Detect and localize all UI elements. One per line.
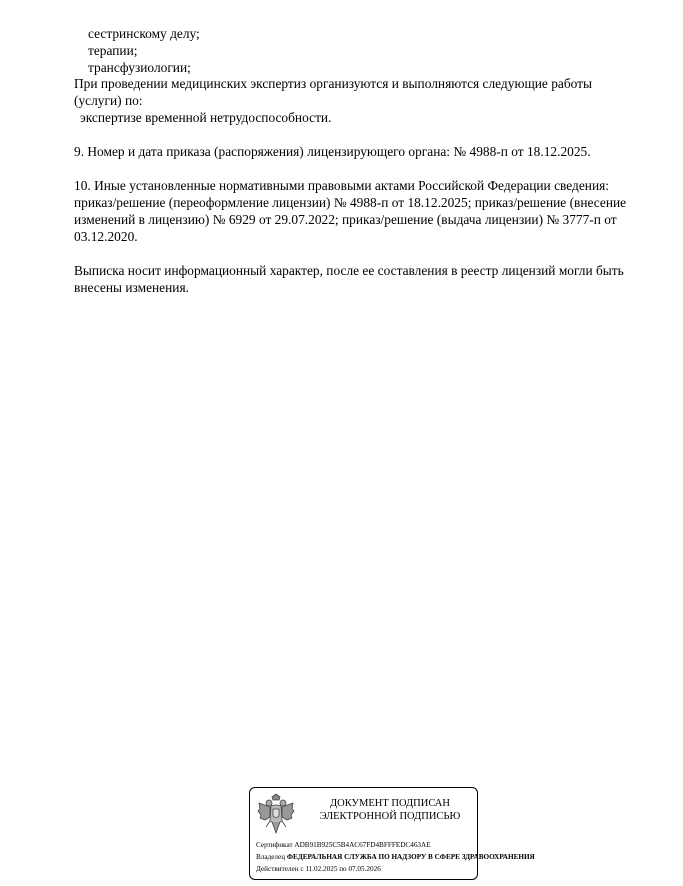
section-10-line1: 10. Иные установленные нормативными правовыми актами Российской Федерации сведения:: [74, 178, 609, 193]
certificate-value: ADB91B925C5B4AC67FD4BFFFEDC463AE: [294, 841, 431, 849]
section-10-line4: 03.12.2020.: [74, 229, 138, 244]
stamp-title-line2: ЭЛЕКТРОННОЙ ПОДПИСЬЮ: [319, 811, 461, 822]
section-10-line3: изменений в лицензию) № 6929 от 29.07.2022; приказ/решение (выдача лицензии) № 3777-п от: [74, 212, 617, 227]
list-item: трансфузиологии;: [88, 60, 191, 75]
stamp-title-line1: ДОКУМЕНТ ПОДПИСАН: [330, 798, 450, 809]
stamp-title: [306, 797, 474, 823]
signature-stamp: [249, 787, 535, 880]
owner-label: Владелец: [256, 853, 286, 861]
expertise-intro-line2: (услуги) по:: [74, 93, 143, 108]
certificate-label: Сертификат: [256, 841, 293, 849]
stamp-owner: [256, 853, 535, 862]
stamp-validity: Действителен с 11.02.2025 по 07.05.2026: [256, 865, 381, 873]
expertise-intro-line1: При проведении медицинских экспертиз организуются и выполняются следующие работы: [74, 76, 593, 91]
section-10-line2: приказ/решение (переоформление лицензии) № 4988-п от 18.12.2025; приказ/решение (внесение: [74, 195, 627, 210]
stamp-certificate: [256, 841, 431, 850]
note-line1: Выписка носит информационный характер, после ее составления в реестр лицензий могли быть: [74, 263, 624, 278]
list-item: сестринскому делу;: [88, 26, 200, 41]
section-9-text: 9. Номер и дата приказа (распоряжения) лицензирующего органа: № 4988-п от 18.12.2025.: [74, 144, 591, 159]
note-line2: внесены изменения.: [74, 280, 189, 295]
list-item: терапии;: [88, 43, 138, 58]
double-headed-eagle-icon: [257, 793, 295, 837]
expertise-item: экспертизе временной нетрудоспособности.: [80, 110, 332, 125]
owner-value: ФЕДЕРАЛЬНАЯ СЛУЖБА ПО НАДЗОРУ В СФЕРЕ ЗДРАВООХРАНЕНИЯ: [286, 853, 535, 861]
